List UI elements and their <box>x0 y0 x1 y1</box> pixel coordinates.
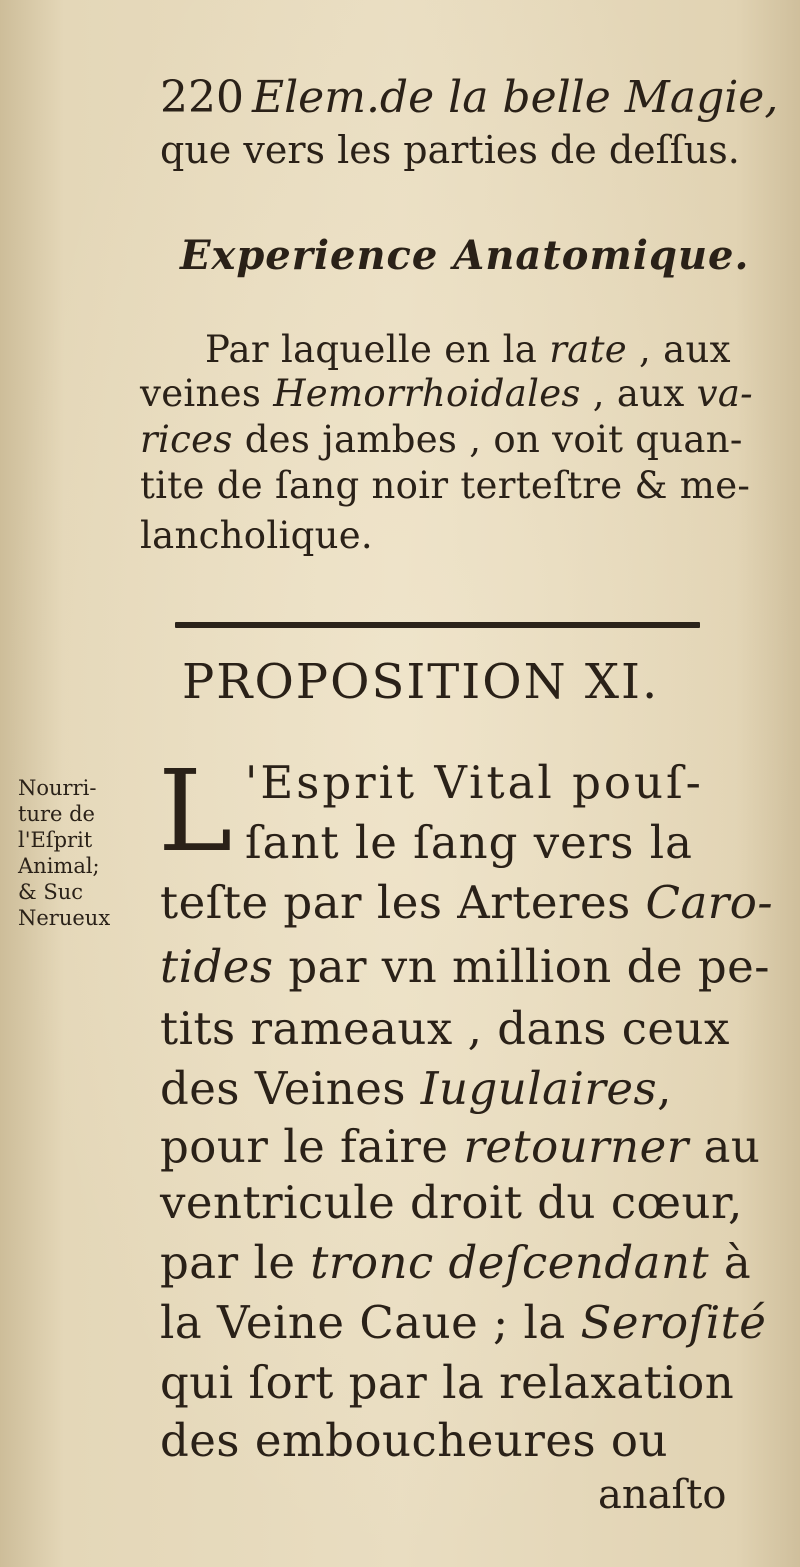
text-run: tite de ſang noir terteſtre & me- <box>140 464 751 507</box>
paragraph-line <box>140 418 743 461</box>
body-line <box>245 816 693 869</box>
italic-text: tronc deſcendant <box>310 1236 710 1289</box>
paragraph-line <box>140 464 750 507</box>
text-run: des jambes , on voit quan- <box>232 418 743 461</box>
italic-text: rices <box>140 418 233 461</box>
body-line <box>160 1062 672 1115</box>
text-run: au <box>688 1120 761 1173</box>
text-run: qui ſort par la relaxation <box>160 1356 735 1409</box>
text-run: 'Esprit Vital pouſ- <box>245 756 704 809</box>
margin-line: Nerueux <box>18 906 111 930</box>
text-line: que vers les parties de deſſus. <box>160 128 740 172</box>
italic-text: tides <box>160 940 274 993</box>
body-line <box>160 1120 760 1173</box>
margin-line: Nourri- <box>18 776 97 800</box>
margin-line: & Suc <box>18 880 84 904</box>
margin-line: l'Eſprit <box>18 828 93 852</box>
proposition-heading: PROPOSITION XI. <box>182 654 660 710</box>
running-title: Elem.de la belle Magie, <box>251 72 779 123</box>
text-run: , <box>657 1062 672 1115</box>
text-run: lancholique. <box>140 514 373 557</box>
paragraph-line <box>205 328 731 371</box>
page-number: 220 <box>160 72 244 123</box>
text-run: des emboucheures ou <box>160 1414 668 1467</box>
text-run: , aux <box>626 328 731 371</box>
paragraph-line <box>140 514 373 557</box>
italic-text: retourner <box>463 1120 689 1173</box>
text-run: veines <box>140 372 274 415</box>
drop-capital: L <box>158 747 233 877</box>
italic-text: rate <box>549 328 627 371</box>
text-run: Par laquelle en la <box>205 328 550 371</box>
catchword: anaſto <box>598 1472 727 1518</box>
text-run: pour le faire <box>160 1120 464 1173</box>
marginal-note <box>18 775 110 931</box>
italic-text: Caro- <box>645 876 774 929</box>
text-run: ſant le ſang vers la <box>245 816 693 869</box>
text-run: à <box>709 1236 752 1289</box>
text-run: , aux <box>580 372 697 415</box>
section-rule <box>175 622 700 628</box>
experience-heading: Experience Anatomique. <box>180 232 750 279</box>
text-run: teſte par les Arteres <box>160 876 646 929</box>
body-line <box>160 1236 751 1289</box>
italic-text: Iugulaires <box>420 1062 658 1115</box>
body-line <box>245 756 704 809</box>
body-line <box>160 1296 766 1349</box>
text-run: la Veine Caue ; la <box>160 1296 581 1349</box>
body-line <box>160 1356 734 1409</box>
body-line <box>160 876 773 929</box>
body-line <box>160 940 770 993</box>
paragraph-line <box>140 372 753 415</box>
body-line <box>160 1414 668 1467</box>
body-line <box>160 1002 730 1055</box>
text-run: des Veines <box>160 1062 421 1115</box>
body-line <box>160 1176 743 1229</box>
text-run: ventricule droit du cœur, <box>160 1176 743 1229</box>
running-header <box>160 72 778 123</box>
italic-text: Seroſité <box>580 1296 767 1349</box>
text-run: tits rameaux , dans ceux <box>160 1002 730 1055</box>
text-run: par vn million de pe- <box>273 940 770 993</box>
italic-text: Hemorrhoidales <box>273 372 581 415</box>
margin-line: ture de <box>18 802 95 826</box>
italic-text: va- <box>696 372 753 415</box>
text-run: par le <box>160 1236 311 1289</box>
margin-line: Animal; <box>18 854 100 878</box>
